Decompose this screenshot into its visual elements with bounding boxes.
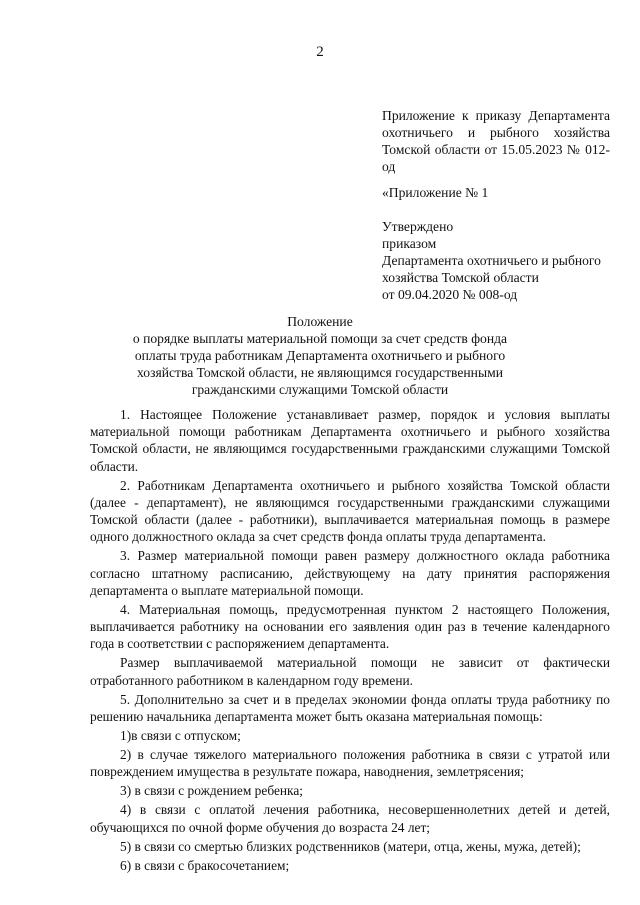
list-item: 5) в связи со смертью близких родственников (матери, отца, жены, мужа, детей); — [120, 838, 581, 854]
title-line: о порядке выплаты материальной помощи за счет средств фонда — [132, 331, 508, 346]
title-line: Положение — [287, 314, 353, 329]
approval-line: приказом — [382, 236, 437, 251]
list-item: 2) в случае тяжелого материального положения работника в связи с утратой или повреждением имущества в результате пожара, наводнения, землетрясения; — [90, 747, 610, 780]
list-item: 1)в связи с отпуском; — [120, 728, 241, 743]
title-line: оплаты труда работникам Департамента охотничьего и рыбного — [134, 348, 506, 363]
approval-line: Утверждено — [382, 219, 454, 234]
page-number: 2 — [316, 44, 324, 60]
approval-line: от 09.04.2020 № 008-од — [382, 287, 518, 302]
document-title — [110, 313, 530, 398]
list-item: 6) в связи с бракосочетанием; — [120, 857, 290, 873]
appendix-reference: Приложение к приказу Департамента охотничьего и рыбного хозяйства Томской области от 15.05.2023 № 012-од — [382, 108, 610, 174]
list-item: 4) в связи с оплатой лечения работника, несовершеннолетних детей и детей, обучающихся по очной форме обучения до возраста 24 лет; — [90, 802, 610, 835]
paragraph: Размер выплачиваемой материальной помощи не зависит от фактически отработанного работником в календарном году времени. — [90, 655, 610, 688]
paragraph: 5. Дополнительно за счет и в пределах экономии фонда оплаты труда работнику по решению начальника департамента может быть оказана материальная помощь: — [90, 691, 610, 724]
approval-stamp — [382, 218, 610, 303]
document-body — [90, 406, 610, 876]
appendix-number: «Приложение № 1 — [382, 185, 489, 200]
title-line: гражданскими служащими Томской области — [191, 382, 449, 397]
paragraph: 3. Размер материальной помощи равен размеру должностного оклада работника согласно штатному расписанию, действующему на дату принятия распоряжения департамента о выплате материальной помощи. — [90, 548, 610, 598]
list-item: 3) в связи с рождением ребенка; — [120, 783, 304, 799]
approval-line: Департамента охотничьего и рыбного хозяйства Томской области — [382, 253, 601, 285]
title-line: хозяйства Томской области, не являющимся государственными — [137, 365, 503, 380]
paragraph: 1. Настоящее Положение устанавливает размер, порядок и условия выплаты материальной помощи работникам Департамента охотничьего и рыбного хозяйства Томской области, не являющимся государственными гражданскими служащими Томской области. — [90, 407, 610, 474]
paragraph: 4. Материальная помощь, предусмотренная пунктом 2 настоящего Положения, выплачивается работнику на основании его заявления один раз в течение календарного года в соответствии с распоряжением департамента. — [90, 601, 610, 652]
paragraph: 2. Работникам Департамента охотничьего и рыбного хозяйства Томской области (далее - департамент), не являющимся государственными гражданскими служащими Томской области (далее - работники), выплачивается материальная помощь в размере одного должностного оклада за счет средств фонда оплаты труда департамента. — [90, 477, 610, 545]
